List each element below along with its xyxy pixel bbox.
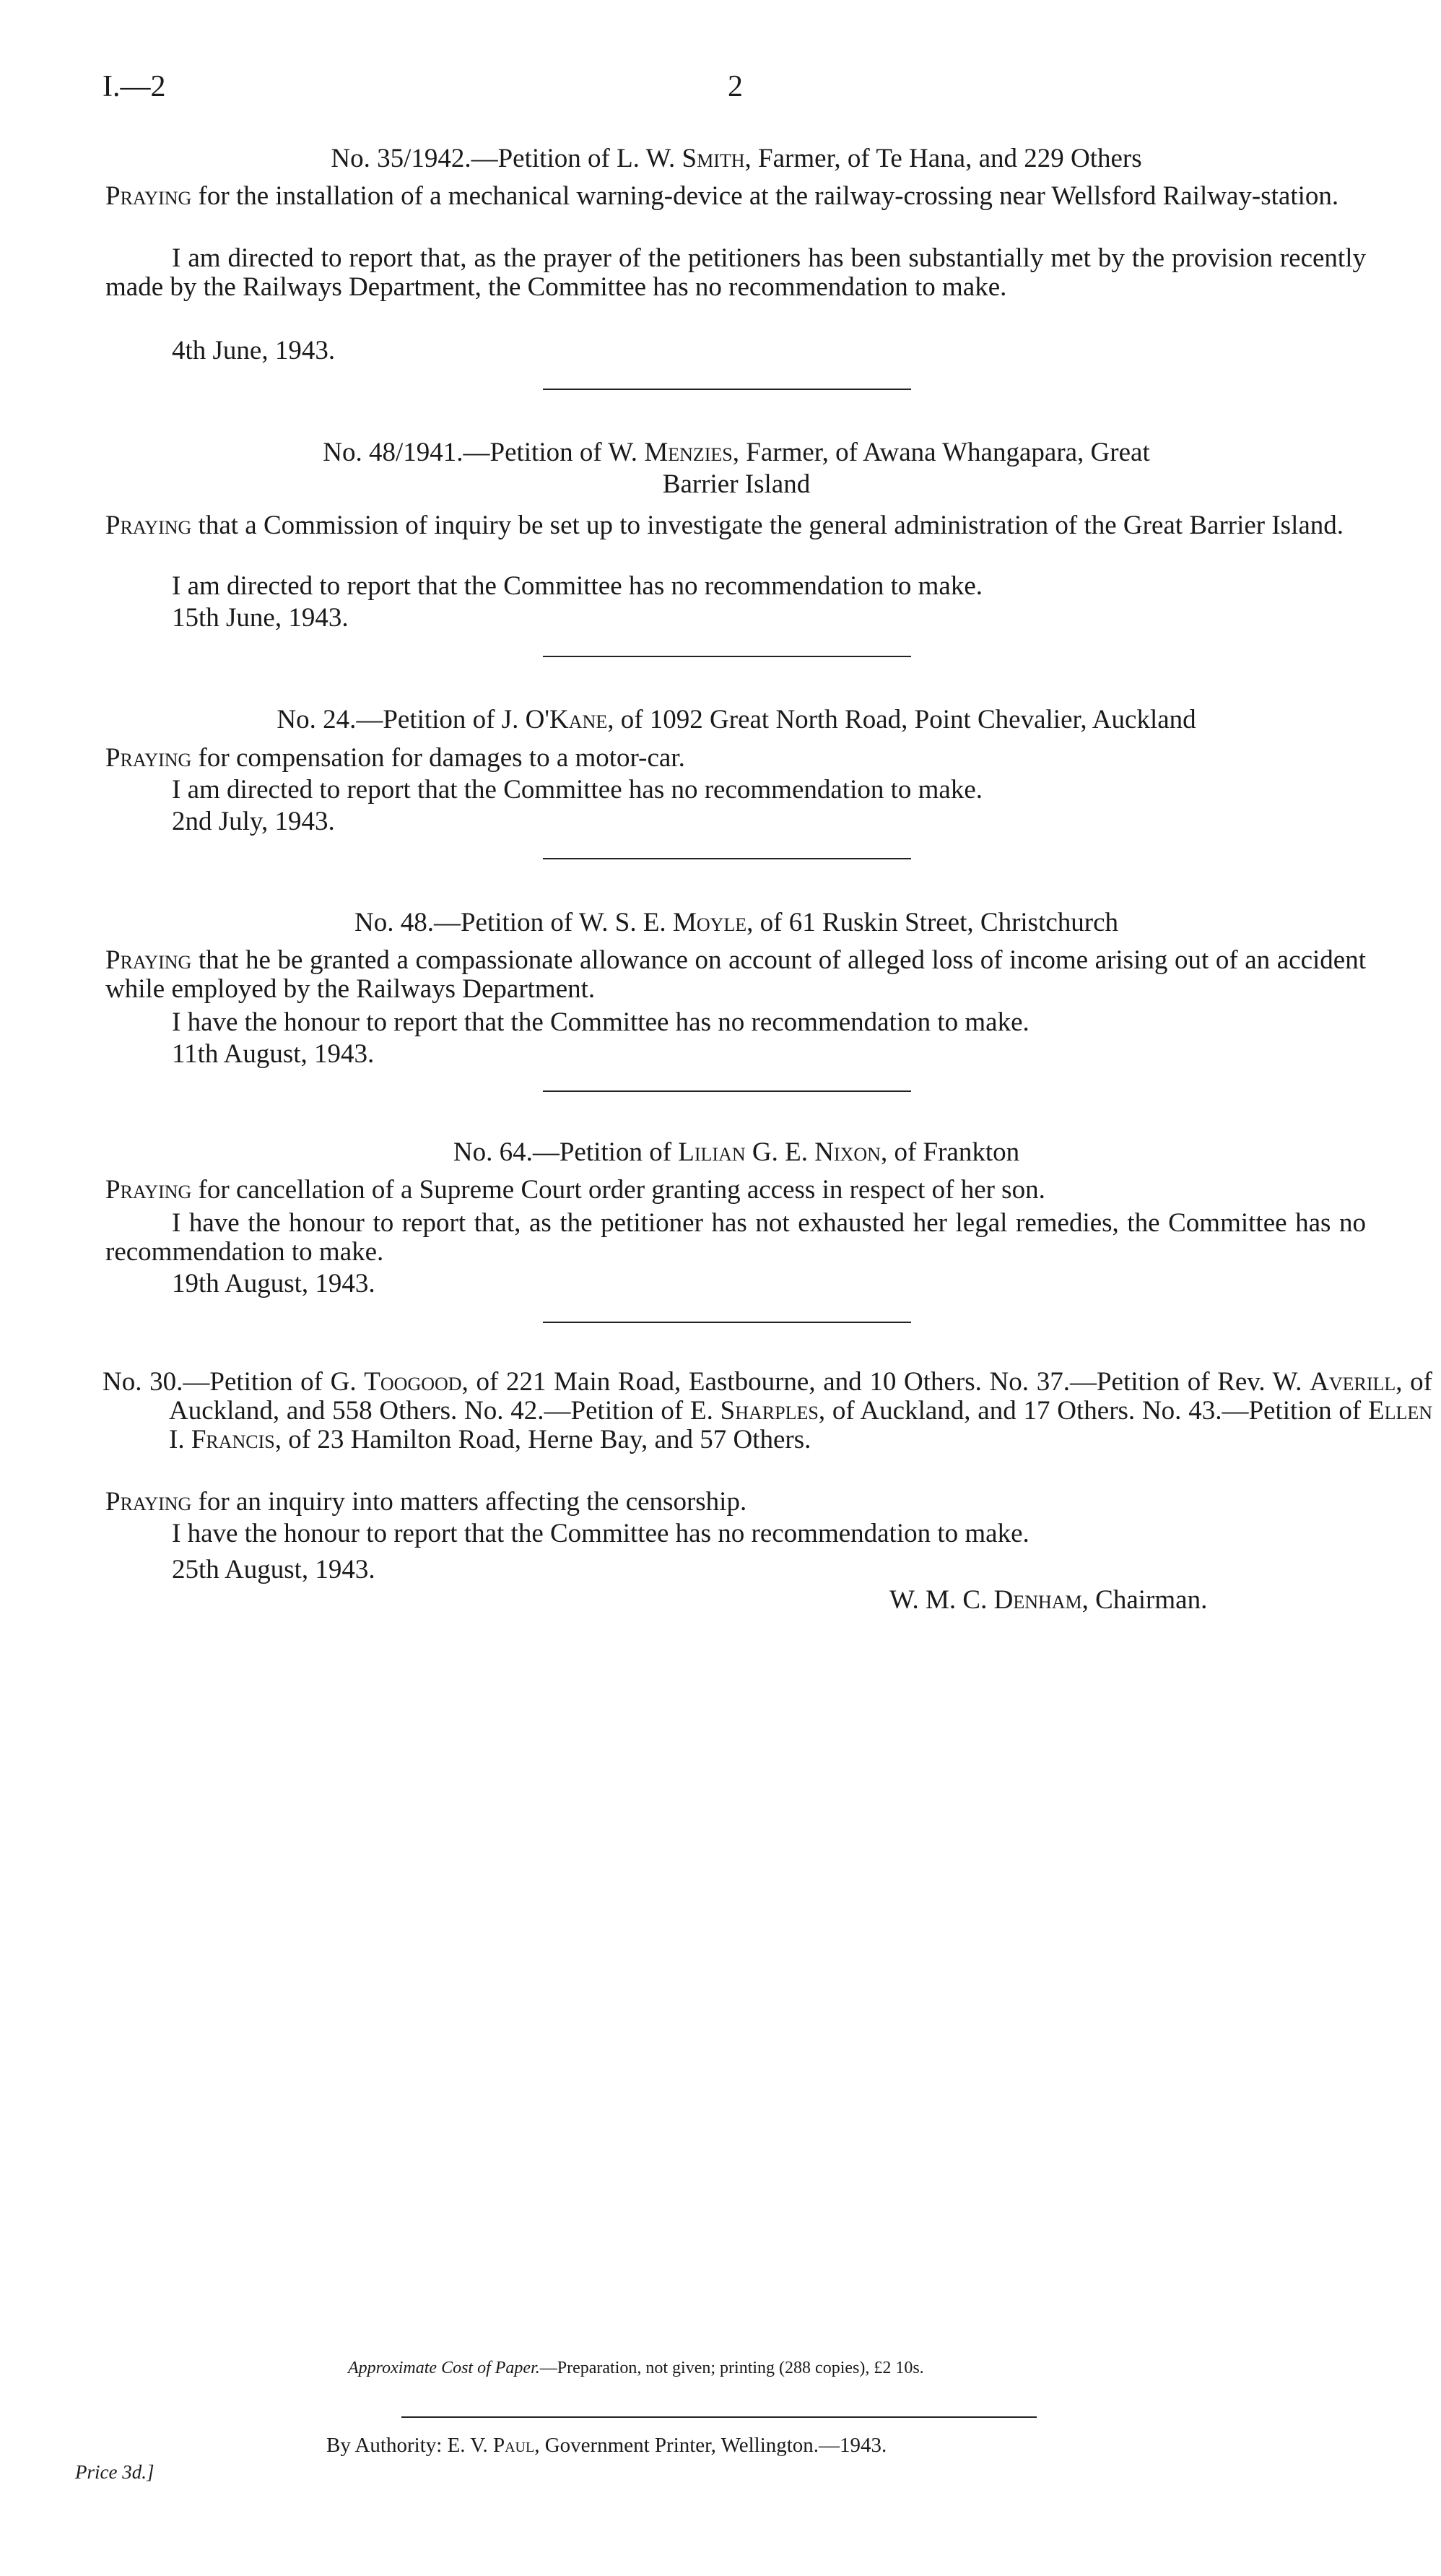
- report-paragraph: I have the honour to report that, as the petitioner has not exhausted her legal remedies, the Committee has no recommendation to make.: [105, 1208, 1366, 1267]
- report-date: 19th August, 1943.: [172, 1269, 375, 1298]
- petitioner-name: Lilian: [678, 1137, 746, 1167]
- report-paragraph: I am directed to report that the Committee has no recommendation to make.: [172, 775, 983, 805]
- report-paragraph: I have the honour to report that the Committee has no recommendation to make.: [172, 1519, 1029, 1548]
- petition-title: No. 48.—Petition of W. S. E. Moyle, of 61 Ruskin Street, Christchurch: [354, 908, 1119, 937]
- series-number: I.—2: [103, 70, 166, 103]
- report-date: 15th June, 1943.: [172, 603, 349, 633]
- chairman-signature: W. M. C. Denham, Chairman.: [889, 1585, 1208, 1615]
- footer-divider: [401, 2416, 1037, 2418]
- report-paragraph: I am directed to report that, as the prayer of the petitioners has been substantially met by the provision recently made by the Railways Department, the Committee has no recommendation to make.: [105, 243, 1366, 302]
- report-paragraph: I have the honour to report that the Committee has no recommendation to make.: [172, 1007, 1029, 1037]
- praying-paragraph: Praying for an inquiry into matters affecting the censorship.: [105, 1487, 747, 1517]
- price-note: Price 3d.]: [75, 2461, 154, 2483]
- petition-title: No. 64.—Petition of Lilian G. E. Nixon, of Frankton: [453, 1137, 1020, 1167]
- section-divider: [543, 1322, 911, 1323]
- report-paragraph: I am directed to report that the Committee has no recommendation to make.: [172, 571, 983, 601]
- praying-paragraph: Praying that a Commission of inquiry be set up to investigate the general administration of the Great Barrier Island.: [105, 511, 1344, 540]
- section-divider: [543, 656, 911, 657]
- page-number: 2: [728, 70, 743, 103]
- praying-paragraph: Praying that he be granted a compassionate allowance on account of alleged loss of income arising out of an accident while employed by the Railways Department.: [105, 945, 1366, 1004]
- report-date: 25th August, 1943.: [172, 1555, 375, 1584]
- report-date: 11th August, 1943.: [172, 1039, 375, 1069]
- petitioner-surname: Nixon: [814, 1137, 881, 1167]
- petitioner-name: Menzies: [644, 438, 733, 467]
- petitioner-name: O'Kane: [525, 705, 608, 734]
- praying-paragraph: Praying for cancellation of a Supreme Court order granting access in respect of her son.: [105, 1175, 1045, 1205]
- petition-title: No. 48/1941.—Petition of W. Menzies, Farmer, of Awana Whangapara, Great Barrier Island: [323, 438, 1150, 499]
- petitioner-name: Moyle: [672, 908, 747, 937]
- petition-title: No. 35/1942.—Petition of L. W. Smith, Farmer, of Te Hana, and 229 Others: [331, 144, 1142, 173]
- report-date: 2nd July, 1943.: [172, 807, 335, 836]
- praying-paragraph: Praying for the installation of a mechanical warning-device at the railway-crossing near Wellsford Railway-station.: [105, 181, 1339, 211]
- printer-authority: By Authority: E. V. Paul, Government Printer, Wellington.—1943.: [326, 2434, 887, 2457]
- combined-petition-titles: No. 30.—Petition of G. Toogood, of 221 Main Road, Eastbourne, and 10 Others. No. 37.—Petition of Rev. W. Averill, of Auckland, and 558 Others. No. 42.—Petition of E. Sharples, of Auckland, and 17 Others. No. 43.—Petition of Ellen I. Francis, of 23 Hamilton Road, Herne Bay, and 57 Others.: [103, 1367, 1432, 1454]
- petition-title: No. 24.—Petition of J. O'Kane, of 1092 Great North Road, Point Chevalier, Auckland: [277, 705, 1196, 734]
- section-divider: [543, 858, 911, 859]
- petitioner-name: L. W. Smith: [617, 144, 745, 173]
- section-divider: [543, 1090, 911, 1092]
- cost-of-paper-note: Approximate Cost of Paper.—Preparation, not given; printing (288 copies), £2 10s.: [348, 2359, 924, 2377]
- report-date: 4th June, 1943.: [172, 336, 336, 365]
- praying-paragraph: Praying for compensation for damages to a motor-car.: [105, 743, 685, 773]
- section-divider: [543, 389, 911, 390]
